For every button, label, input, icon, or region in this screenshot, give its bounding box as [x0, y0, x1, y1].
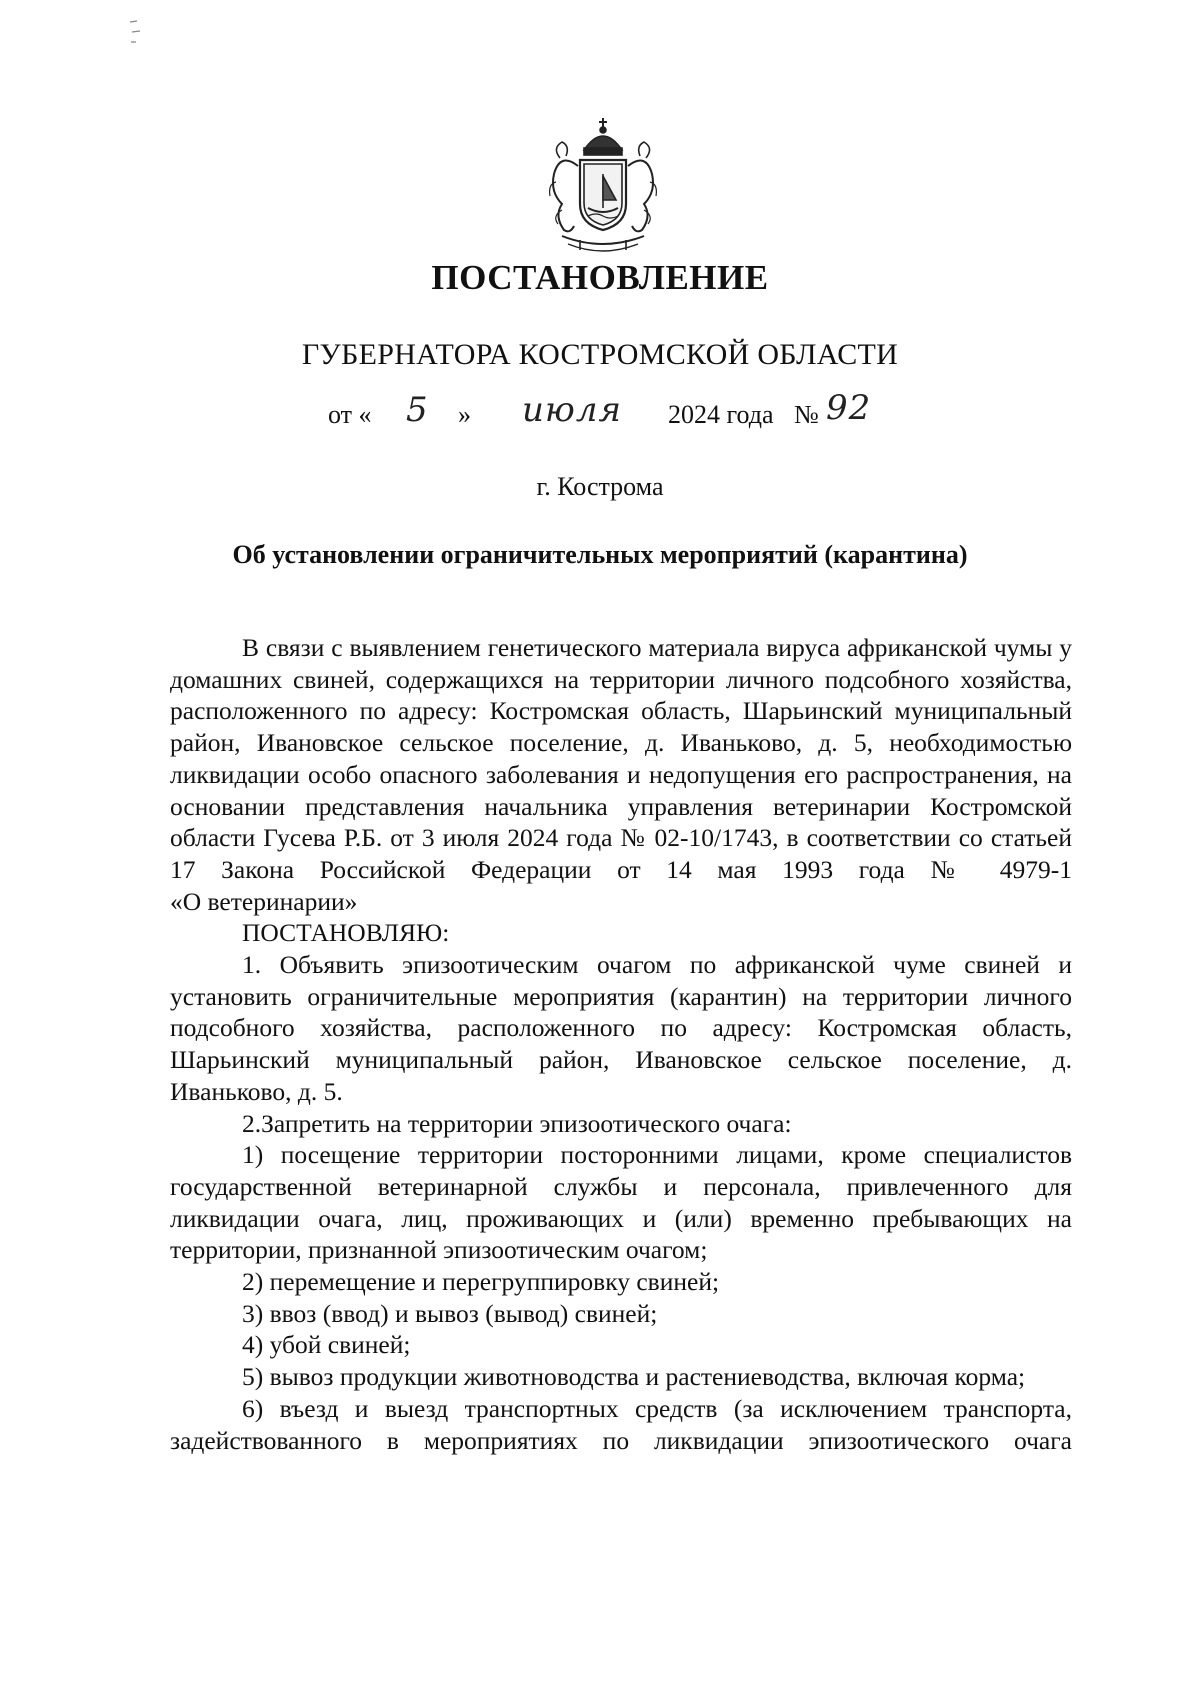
- document-subject: Об установлении ограничительных мероприятий (карантина): [232, 540, 968, 569]
- date-prefix: от «: [328, 400, 372, 429]
- subitem-6-paragraph: 6) въезд и выезд транспортных средств (за исключением транспорта, задействованного в мероприятиях по ликвидации эпизоотического очага: [170, 1393, 1072, 1455]
- subitem-5-paragraph: 5) вывоз продукции животноводства и растениеводства, включая корма;: [242, 1362, 1026, 1392]
- preamble-end-line: «О ветеринарии»: [170, 886, 358, 916]
- date-month-handwritten: июля: [522, 390, 622, 430]
- item-2-paragraph: 2.Запретить на территории эпизоотического очага:: [242, 1108, 792, 1138]
- item-1-paragraph: 1. Объявить эпизоотическим очагом по африканской чуме свиней и установить ограничительные мероприятия (карантин) на территории личного подсобного хозяйства, расположенного по адресу: Костромская область, Шарьинский муниципальный район, Ивановское сельское поселение, д. Иваньково, д. 5.: [170, 950, 1072, 1106]
- document-title: ПОСТАНОВЛЕНИЕ: [431, 258, 769, 297]
- subitem-1-paragraph: 1) посещение территории посторонними лицами, кроме специалистов государственной ветеринарной службы и персонала, привлеченного для ликвидации очага, лиц, проживающих и (или) временно пребывающих на территории, признанной эпизоотическим очагом;: [170, 1140, 1072, 1265]
- subitem-3-paragraph: 3) ввоз (ввод) и вывоз (вывод) свиней;: [242, 1298, 658, 1328]
- date-number-line: [0, 388, 1200, 442]
- scan-artifact-mark: [128, 18, 146, 48]
- subitem-4-paragraph: 4) убой свиней;: [242, 1330, 411, 1360]
- document-body: [170, 632, 1072, 1456]
- coat-of-arms-icon: [540, 112, 666, 262]
- date-year: 2024 года: [668, 400, 774, 429]
- number-sign: №: [794, 400, 819, 429]
- preamble-paragraph: В связи с выявлением генетического материала вируса африканской чумы у домашних свиней, содержащихся на территории личного подсобного хозяйства, расположенного по адресу: Костромская область, Шарьинский муниципальный район, Ивановское сельское поселение, д. Иваньково, д. 5, необходимостью ликвидации особо опасного заболевания и недопущения его распространения, на основании представления начальника управления ветеринарии Костромской области Гусева Р.Б. от 3 июля 2024 года № 02-10/1743, в соответствии со статьей 17 Закона Российской Федерации от 14 мая 1993 года № 4979-1: [170, 633, 1072, 884]
- document-number-handwritten: 92: [826, 388, 872, 428]
- date-day-handwritten: 5: [406, 390, 429, 430]
- decree-word: ПОСТАНОВЛЯЮ:: [242, 918, 450, 948]
- issuer-line: ГУБЕРНАТОРА КОСТРОМСКОЙ ОБЛАСТИ: [301, 338, 899, 371]
- subitem-2-paragraph: 2) перемещение и перегруппировку свиней;: [242, 1267, 720, 1297]
- date-quote-close: »: [458, 400, 471, 429]
- city-line: г. Кострома: [536, 472, 664, 501]
